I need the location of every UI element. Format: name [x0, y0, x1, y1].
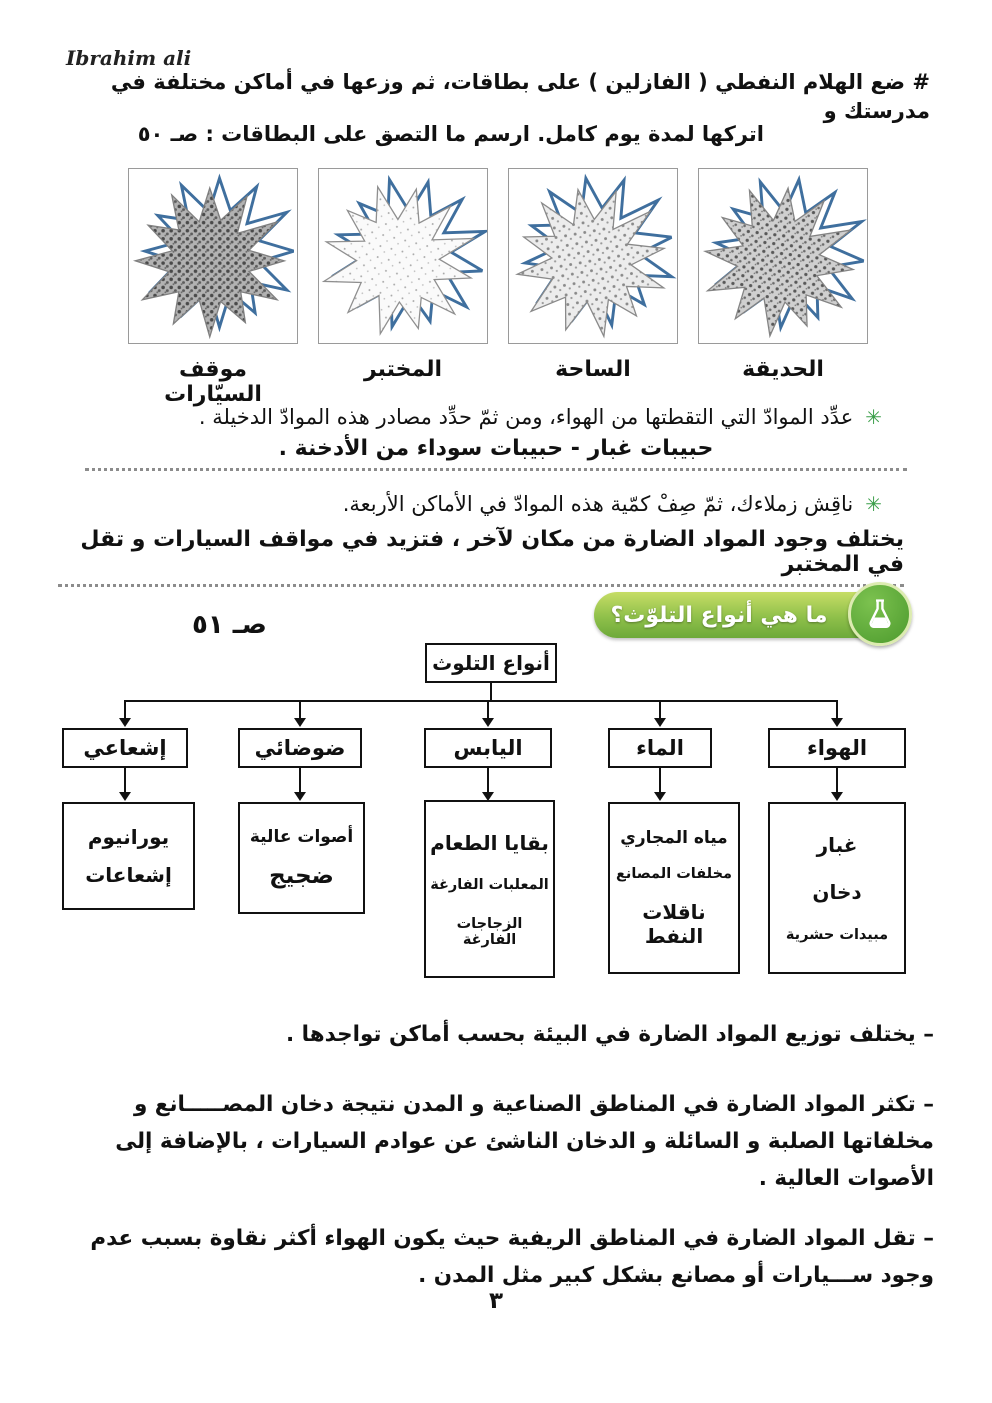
splat-medium-heavy-icon	[698, 168, 868, 344]
card-parking-lot	[128, 168, 298, 407]
card-box-yard	[508, 168, 678, 344]
detail-box-air	[768, 802, 906, 974]
green-asterisk-icon: ✳	[865, 405, 882, 429]
page-number: ٣	[488, 1288, 504, 1314]
card-lab	[318, 168, 488, 407]
banner-title: ما هي أنواع التلوّث؟	[610, 602, 828, 628]
detail-item: بقايا الطعام	[430, 830, 549, 855]
question-2-text: ناقِش زملاءك، ثمّ صِفْ كمّية هذه الموادّ في الأماكن الأربعة.	[342, 492, 854, 516]
sample-cards-row	[128, 168, 868, 407]
detail-box-noise	[238, 802, 365, 914]
category-box-radiation: إشعاعي	[62, 728, 188, 768]
detail-item: أصوات عالية	[249, 826, 354, 847]
detail-item: إشعاعات	[85, 863, 172, 888]
detail-item: يورانيوم	[87, 824, 170, 849]
connector-line	[124, 700, 838, 702]
arrow-down-icon	[119, 718, 131, 727]
instruction-line-1: # ضع الهلام النفطي ( الفازلين ) على بطاقات، ثم وزعها في أماكن مختلفة في مدرستك و	[110, 70, 930, 124]
category-box-noise: ضوضائي	[238, 728, 362, 768]
detail-item: الزجاجات الفارغة	[456, 915, 523, 948]
connector-line	[487, 768, 489, 794]
card-box-parking-lot	[128, 168, 298, 344]
category-box-land: اليابس	[424, 728, 552, 768]
page-ref-51: صـ ٥١	[192, 610, 267, 640]
arrow-down-icon	[119, 792, 131, 801]
detail-box-radiation	[62, 802, 195, 910]
card-box-garden	[698, 168, 868, 344]
location-label-yard: الساحة	[555, 357, 631, 382]
detail-item: دخان	[812, 880, 862, 904]
location-label-garden: الحديقة	[742, 357, 824, 382]
connector-line	[299, 768, 301, 794]
splat-medium-icon	[508, 168, 678, 344]
diagram-root-box: أنواع التلوث	[425, 643, 557, 683]
arrow-down-icon	[831, 792, 843, 801]
connector-line	[659, 700, 661, 720]
arrow-down-icon	[654, 718, 666, 727]
location-label-parking-lot: موقف السيّارات	[164, 357, 262, 407]
arrow-down-icon	[482, 718, 494, 727]
detail-box-land	[424, 800, 555, 978]
flask-icon	[848, 582, 912, 646]
arrow-down-icon	[654, 792, 666, 801]
arrow-down-icon	[831, 718, 843, 727]
connector-line	[124, 700, 126, 720]
splat-light-icon	[318, 168, 488, 344]
detail-item: غبار	[816, 833, 858, 857]
connector-line	[487, 700, 489, 720]
handwritten-answer-1: حبيبات غبار - حبيبات سوداء من الأدخنة .	[85, 436, 907, 471]
arrow-down-icon	[294, 718, 306, 727]
pollution-types-diagram	[0, 640, 992, 992]
splat-dense-icon	[132, 172, 294, 340]
author-signature: Ibrahim ali	[66, 46, 192, 70]
green-asterisk-icon: ✳	[865, 492, 882, 516]
detail-item: ضجيج	[269, 863, 334, 890]
card-garden	[698, 168, 868, 407]
detail-item: مبيدات حشرية	[785, 927, 889, 943]
detail-item: المعلبات الفارغة	[430, 877, 549, 893]
summary-note-2: – تكثر المواد الضارة في المناطق الصناعية و المدن نتيجة دخان المصـــــانع و مخلفاتها الصلبة و السائلة و الدخان الناشئ عن عوادم السيارات ، بالإضافة إلى الأصوات العالية .	[115, 1092, 934, 1191]
card-yard	[508, 168, 678, 407]
detail-item: مياه المجاري	[620, 828, 728, 848]
location-label-lab: المختبر	[363, 357, 443, 382]
category-box-water: الماء	[608, 728, 712, 768]
arrow-down-icon	[294, 792, 306, 801]
question-2	[130, 490, 882, 518]
handwritten-answer-2: يختلف وجود المواد الضارة من مكان لآخر ، فتزيد في مواقف السيارات و تقل في المختبر	[58, 527, 904, 587]
flask-glyph	[863, 597, 897, 631]
summary-note-3: – تقل المواد الضارة في المناطق الريفية حيث يكون الهواء أكثر نقاوة بسبب عدم وجود ســـيارات أو مصانع بشكل كبير مثل المدن .	[90, 1226, 934, 1288]
connector-line	[299, 700, 301, 720]
connector-line	[659, 768, 661, 794]
detail-box-water	[608, 802, 740, 974]
connector-line	[836, 768, 838, 794]
summary-note-1: – يختلف توزيع المواد الضارة في البيئة بحسب أماكن تواجدها .	[286, 1022, 934, 1047]
detail-item: ناقلات النفط	[642, 900, 706, 948]
connector-line	[836, 700, 838, 720]
question-1-text: عدِّد الموادّ التي التقطتها من الهواء، ومن ثمّ حدِّد مصادر هذه الموادّ الدخيلة .	[198, 405, 854, 429]
detail-item: مخلفات المصانع	[615, 866, 733, 882]
connector-line	[124, 768, 126, 794]
card-box-lab	[318, 168, 488, 344]
instruction-line-2: اتركها لمدة يوم كامل. ارسم ما التصق على البطاقات : صـ ٥٠	[137, 122, 764, 146]
question-1	[130, 403, 882, 431]
connector-line	[490, 683, 492, 700]
category-box-air: الهواء	[768, 728, 906, 768]
